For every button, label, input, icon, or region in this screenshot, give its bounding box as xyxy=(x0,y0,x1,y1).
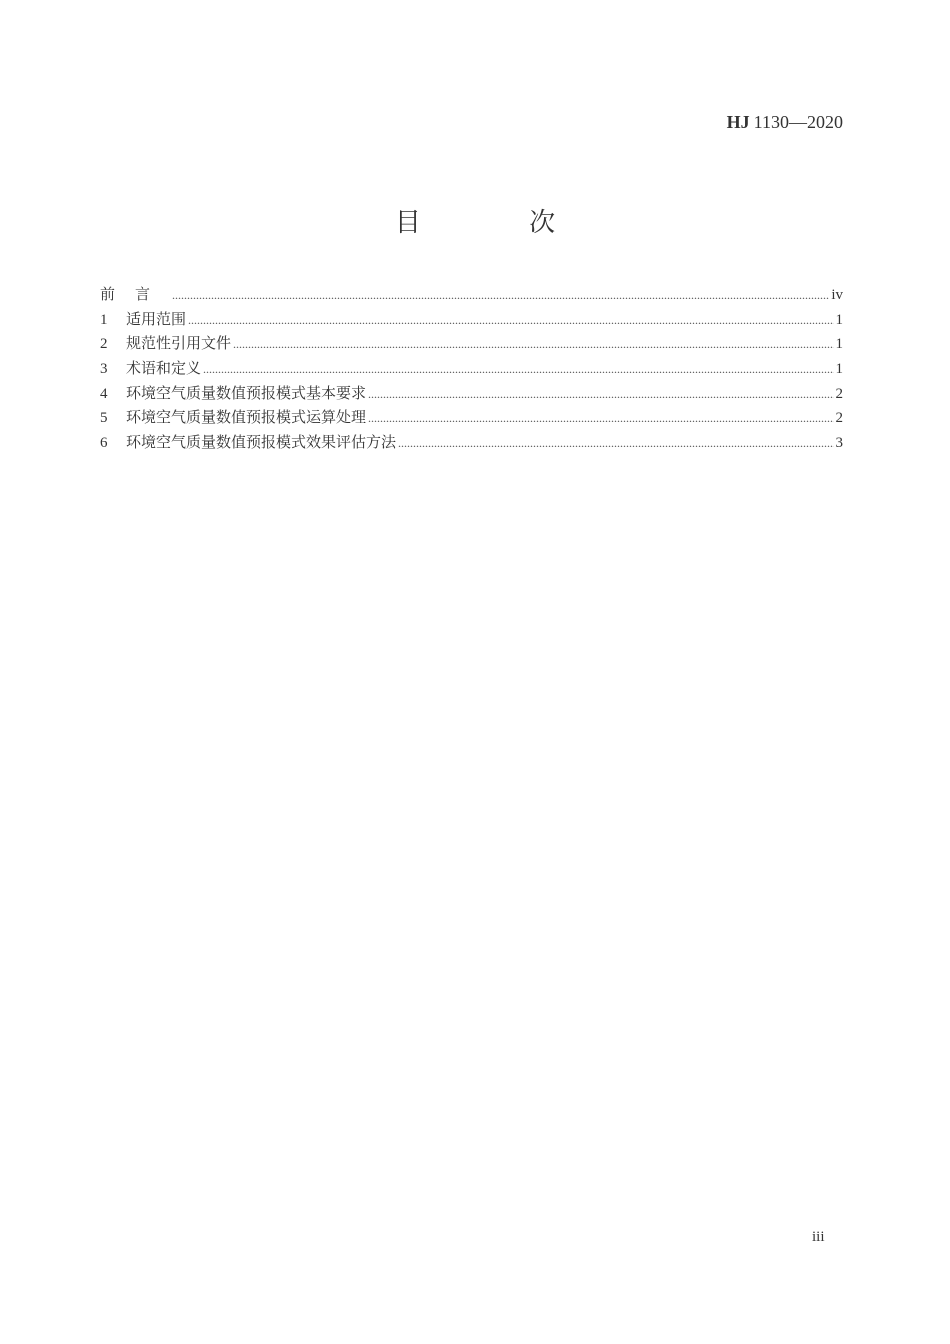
toc-entry-page: 2 xyxy=(835,410,843,427)
toc-entry-number: 2 xyxy=(100,336,108,353)
toc-leader-dots xyxy=(203,362,833,377)
toc-entry-label: 环境空气质量数值预报模式效果评估方法 xyxy=(126,433,397,452)
table-of-contents xyxy=(100,283,843,456)
toc-leader-dots xyxy=(398,436,833,451)
toc-entry-2[interactable] xyxy=(100,332,843,357)
toc-leader-dots xyxy=(172,288,829,303)
toc-entry-number: 3 xyxy=(100,361,108,378)
toc-entry-label: 适用范围 xyxy=(126,309,187,328)
toc-leader-dots xyxy=(368,411,833,426)
toc-entry-label: 环境空气质量数值预报模式基本要求 xyxy=(126,383,367,402)
toc-entry-label: 环境空气质量数值预报模式运算处理 xyxy=(126,408,367,427)
toc-entry-page: 2 xyxy=(835,385,843,402)
toc-leader-dots xyxy=(368,387,833,402)
toc-entry-label: 前言 xyxy=(100,285,171,303)
page-number: iii xyxy=(812,1229,825,1245)
toc-entry-number: 4 xyxy=(100,385,108,402)
toc-title: 目 次 xyxy=(394,208,606,238)
toc-entry-label: 术语和定义 xyxy=(126,359,202,378)
standard-number: 1130—2020 xyxy=(753,112,843,132)
toc-entry-3[interactable] xyxy=(100,357,843,382)
toc-entry-6[interactable] xyxy=(100,431,843,456)
standard-code xyxy=(727,112,843,133)
toc-entry-page: iv xyxy=(831,287,843,303)
toc-entry-5[interactable] xyxy=(100,406,843,431)
toc-entry-4[interactable] xyxy=(100,382,843,407)
toc-entry-label: 规范性引用文件 xyxy=(126,334,232,353)
toc-leader-dots xyxy=(233,337,833,352)
toc-entry-page: 3 xyxy=(835,435,843,452)
standard-prefix: HJ xyxy=(726,112,750,132)
toc-entry-number: 1 xyxy=(100,311,108,328)
toc-entry-number: 6 xyxy=(100,435,108,452)
toc-entry-1[interactable] xyxy=(100,308,843,333)
toc-entry-preface[interactable] xyxy=(100,283,843,308)
toc-entry-page: 1 xyxy=(835,336,843,353)
toc-entry-number: 5 xyxy=(100,410,108,427)
toc-leader-dots xyxy=(188,313,833,328)
toc-entry-page: 1 xyxy=(835,361,843,378)
toc-entry-page: 1 xyxy=(835,311,843,328)
